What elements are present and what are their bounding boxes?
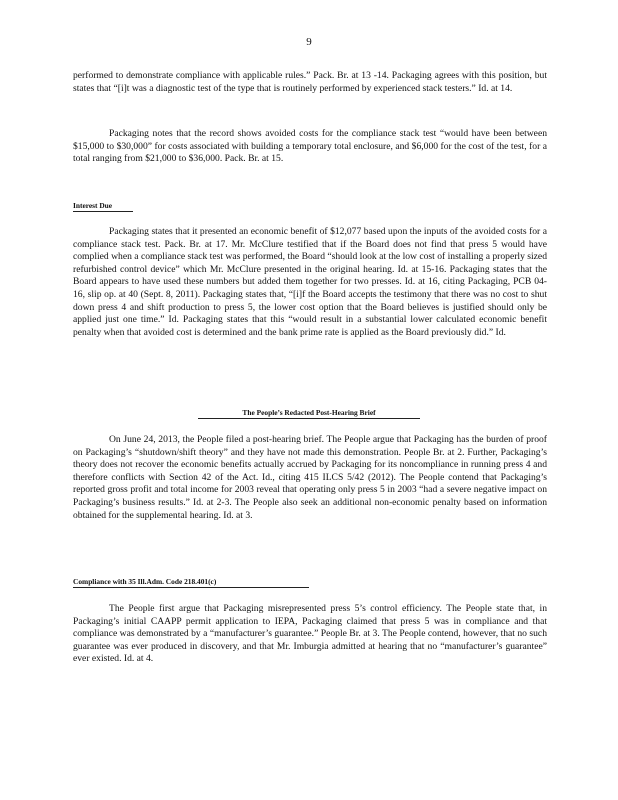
heading-compliance: Compliance with 35 Ill.Adm. Code 218.401(c): [73, 577, 217, 586]
paragraph-block-5: [73, 603, 547, 666]
paragraph: Packaging states that it presented an economic benefit of $12,077 based upon the inputs of the avoided costs for a compliance stack test. Pack. Br. at 17. Mr. McClure testified that if the Board does not find that press 5 would have complied when a compliance stack test was performed, the Board “should look at the low cost of installing a properly sized refurbished control device” which Mr. McClure presented in the original hearing. Id. at 15-16. Packaging states that the Board appears to have used these numbers but added them together for two presses. Id. at 16, citing Packaging, PCB 04-16, slip op. at 40 (Sept. 8, 2011). Packaging states that, “[i]f the Board accepts the testimony that there was no cost to shut down press 4 and shift production to press 5, the lower cost option that the Board believes is justified should only be applied just one time.” Id. Packaging states that this “would result in a substantial lower calculated economic benefit penalty when that avoided cost is determined and the bank prime rate is applied as the Board previously did.” Id.: [73, 226, 547, 338]
paragraph-block-2: [73, 128, 547, 166]
paragraph: On June 24, 2013, the People filed a post-hearing brief. The People argue that Packaging has the burden of proof on Packaging’s “shutdown/shift theory” and they have not made this demonstration. People Br. at 2. Further, Packaging’s theory does not recover the economic benefits actually accrued by Packaging for its noncompliance in running press 4 and therefore conflicts with Section 42 of the Act. Id., citing 415 ILCS 5/42 (2012). The People contend that Packaging’s reported gross profit and total income for 2003 reveal that operating only press 5 in 2003 “had a severe negative impact on Packaging’s business results.” Id. at 2-3. The People also seek an additional non-economic penalty based on information obtained for the supplemental hearing. Id. at 3.: [73, 434, 547, 521]
paragraph: performed to demonstrate compliance with applicable rules.” Pack. Br. at 13 -14. Packaging agrees with this position, but states that “[i]t was a diagnostic test of the type that is routinely performed by experienced stack testers.” Id. at 14.: [73, 70, 547, 94]
paragraph-block-3: [73, 226, 547, 339]
page-number: 9: [306, 36, 312, 48]
heading-interest-due: Interest Due: [73, 201, 113, 210]
paragraph-block-4: [73, 434, 547, 522]
paragraph-block-1: [73, 70, 547, 95]
paragraph: The People first argue that Packaging misrepresented press 5’s control efficiency. The People state that, in Packaging’s initial CAAPP permit application to IEPA, Packaging claimed that press 5 was in compliance and that compliance was demonstrated by a “manufacturer’s guarantee.” People Br. at 3. The People contend, however, that no such guarantee was ever produced in discovery, and that Mr. Imburgia admitted at hearing that no “manufacturer’s guarantee” ever existed. Id. at 4.: [73, 603, 547, 665]
heading-underline: [73, 587, 309, 588]
heading-peoples-brief: The People’s Redacted Post-Hearing Brief: [242, 408, 376, 417]
heading-underline: [73, 211, 133, 212]
paragraph: Packaging notes that the record shows avoided costs for the compliance stack test “would have been between $15,000 to $30,000” for costs associated with building a temporary total enclosure, and $6,000 for the cost of the test, for a total ranging from $21,000 to $36,000. Pack. Br. at 15.: [73, 128, 547, 165]
heading-underline: [198, 418, 420, 419]
